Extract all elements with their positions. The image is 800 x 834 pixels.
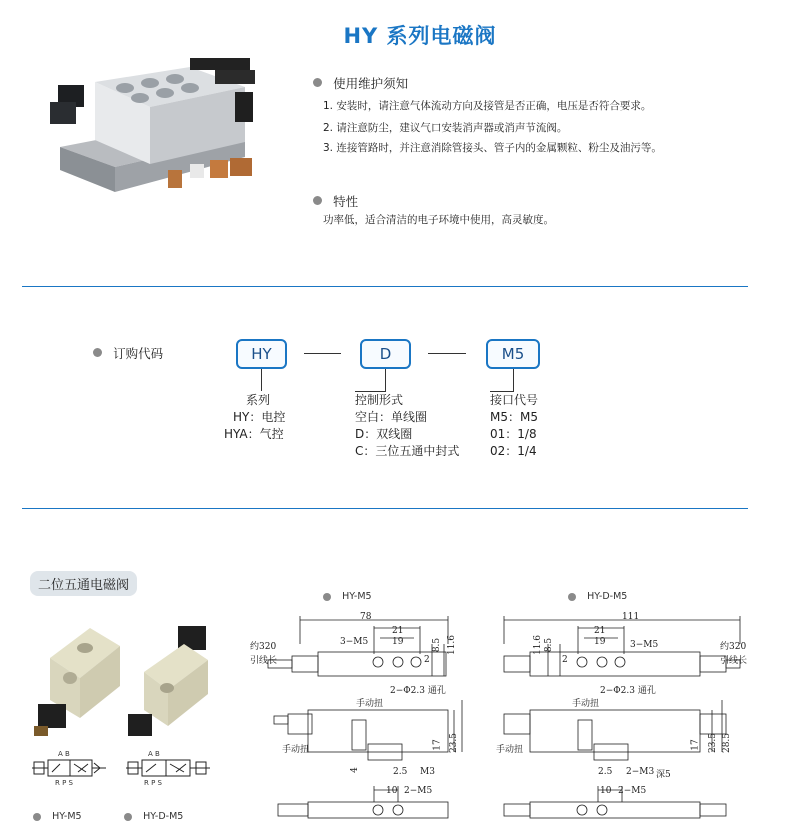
- leader-line: [385, 369, 386, 391]
- valve-symbol-double: [124, 752, 214, 786]
- dim-19: 19: [392, 637, 404, 647]
- dim-deep: 深5: [656, 770, 671, 780]
- dim-4: 4: [349, 767, 360, 773]
- product-tag: 二位五通电磁阀: [30, 571, 137, 596]
- order-col-series-line: HY：电控: [233, 410, 286, 424]
- dim-3m5: 3−M5: [340, 637, 369, 647]
- drawing-label-right: HY-D-M5: [587, 591, 628, 602]
- leader-line: [261, 369, 262, 391]
- dim-2: 2: [562, 655, 568, 665]
- bullet-icon: [313, 78, 322, 87]
- lead-length-label: 引线长: [720, 656, 748, 666]
- photo-label-row: [124, 806, 183, 825]
- bullet-icon: [313, 196, 322, 205]
- manual-knob: 手动扭: [356, 699, 384, 709]
- divider: [22, 286, 748, 287]
- code-box-port: M5: [486, 339, 540, 369]
- photo-label-single: HY-M5: [52, 811, 82, 822]
- dim-2-5: 2.5: [393, 767, 408, 777]
- maintenance-heading: 使用维护须知: [333, 75, 409, 91]
- dim-8-5: 8.5: [544, 637, 555, 653]
- order-heading-row: [93, 342, 163, 362]
- symbol-letters-top: A B: [58, 750, 70, 758]
- dim-11-6: 11.6: [447, 634, 458, 656]
- dim-28-5: 28.5: [722, 732, 733, 754]
- manual-knob: 手动扭: [572, 699, 600, 709]
- drawing-label-row: [323, 586, 372, 605]
- bullet-icon: [323, 593, 331, 601]
- maintenance-item-2: 2. 请注意防尘，建议气口安装消声器或消声节流阀。: [323, 122, 568, 134]
- drawing-label-row: [568, 586, 627, 605]
- code-dash: [428, 353, 466, 354]
- order-col-port-line: 02：1/4: [490, 444, 537, 458]
- order-col-port-line: 01：1/8: [490, 427, 537, 441]
- dim-m3: 2−M3: [626, 767, 655, 777]
- features-heading: 特性: [333, 193, 359, 209]
- manual-knob-2: 手动扭: [496, 745, 524, 755]
- dim-m3: M3: [420, 767, 435, 777]
- dim-10: 10: [386, 786, 398, 796]
- order-col-series-line: HYA：气控: [224, 427, 284, 441]
- valve-photo-double: [122, 622, 222, 744]
- dim-21: 21: [594, 626, 606, 636]
- dim-17: 17: [690, 739, 701, 751]
- dim-10: 10: [600, 786, 612, 796]
- order-col-control-line: C：三位五通中封式: [355, 444, 460, 458]
- dim-3m5: 3−M5: [630, 640, 659, 650]
- photo-label-row: [33, 806, 82, 825]
- lead-length: 约320: [720, 642, 747, 652]
- bullet-icon: [568, 593, 576, 601]
- order-col-port-line: M5：M5: [490, 410, 538, 424]
- code-box-series: HY: [236, 339, 287, 369]
- lead-length: 约320: [250, 642, 277, 652]
- dim-23-5: 23.5: [449, 732, 460, 754]
- dim-2m5: 2−M5: [404, 786, 433, 796]
- through-hole: 2−Φ2.3 通孔: [390, 686, 446, 696]
- manifold-photo: [40, 52, 280, 212]
- symbol-letters-top: A B: [148, 750, 160, 758]
- photo-label-double: HY-D-M5: [143, 811, 184, 822]
- bullet-icon: [93, 348, 102, 357]
- dim-8-5: 8.5: [432, 637, 443, 653]
- bullet-icon: [33, 813, 41, 821]
- features-text: 功率低，适合清洁的电子环境中使用，高灵敏度。: [323, 214, 554, 226]
- dim-2-5: 2.5: [598, 767, 613, 777]
- maintenance-heading-row: [313, 72, 408, 92]
- dim-11-6: 11.6: [533, 634, 544, 656]
- dim-19: 19: [594, 637, 606, 647]
- order-heading: 订购代码: [113, 345, 164, 361]
- maintenance-item-1: 1. 安装时，请注意气体流动方向及接管是否正确，电压是否符合要求。: [323, 100, 652, 112]
- manual-knob-2: 手动扭: [282, 745, 310, 755]
- dim-17: 17: [432, 739, 443, 751]
- page-title: HY 系列电磁阀: [343, 24, 497, 48]
- order-col-control-line: D：双线圈: [355, 427, 413, 441]
- symbol-letters-bottom: R P S: [144, 779, 162, 787]
- bullet-icon: [124, 813, 132, 821]
- dim-width: 78: [360, 612, 372, 622]
- symbol-letters-bottom: R P S: [55, 779, 73, 787]
- lead-length-label: 引线长: [250, 656, 278, 666]
- maintenance-item-3: 3. 连接管路时，并注意消除管接头、管子内的金属颗粒、粉尘及油污等。: [323, 142, 662, 154]
- divider: [22, 508, 748, 509]
- dim-23-5: 23.5: [708, 732, 719, 754]
- order-col-control-line: 空白：单线圈: [355, 410, 428, 424]
- dim-21: 21: [392, 626, 404, 636]
- code-dash: [304, 353, 341, 354]
- through-hole: 2−Φ2.3 通孔: [600, 686, 656, 696]
- dim-2m5: 2−M5: [618, 786, 647, 796]
- order-col-series-title: 系列: [246, 393, 271, 407]
- dim-width: 111: [622, 612, 640, 622]
- order-col-port-title: 接口代号: [490, 393, 539, 407]
- code-box-control: D: [360, 339, 411, 369]
- drawing-label-left: HY-M5: [342, 591, 372, 602]
- dim-2: 2: [424, 655, 430, 665]
- leader-line: [513, 369, 514, 391]
- features-heading-row: [313, 190, 358, 210]
- order-col-control-title: 控制形式: [355, 393, 404, 407]
- valve-photo-single: [30, 608, 130, 746]
